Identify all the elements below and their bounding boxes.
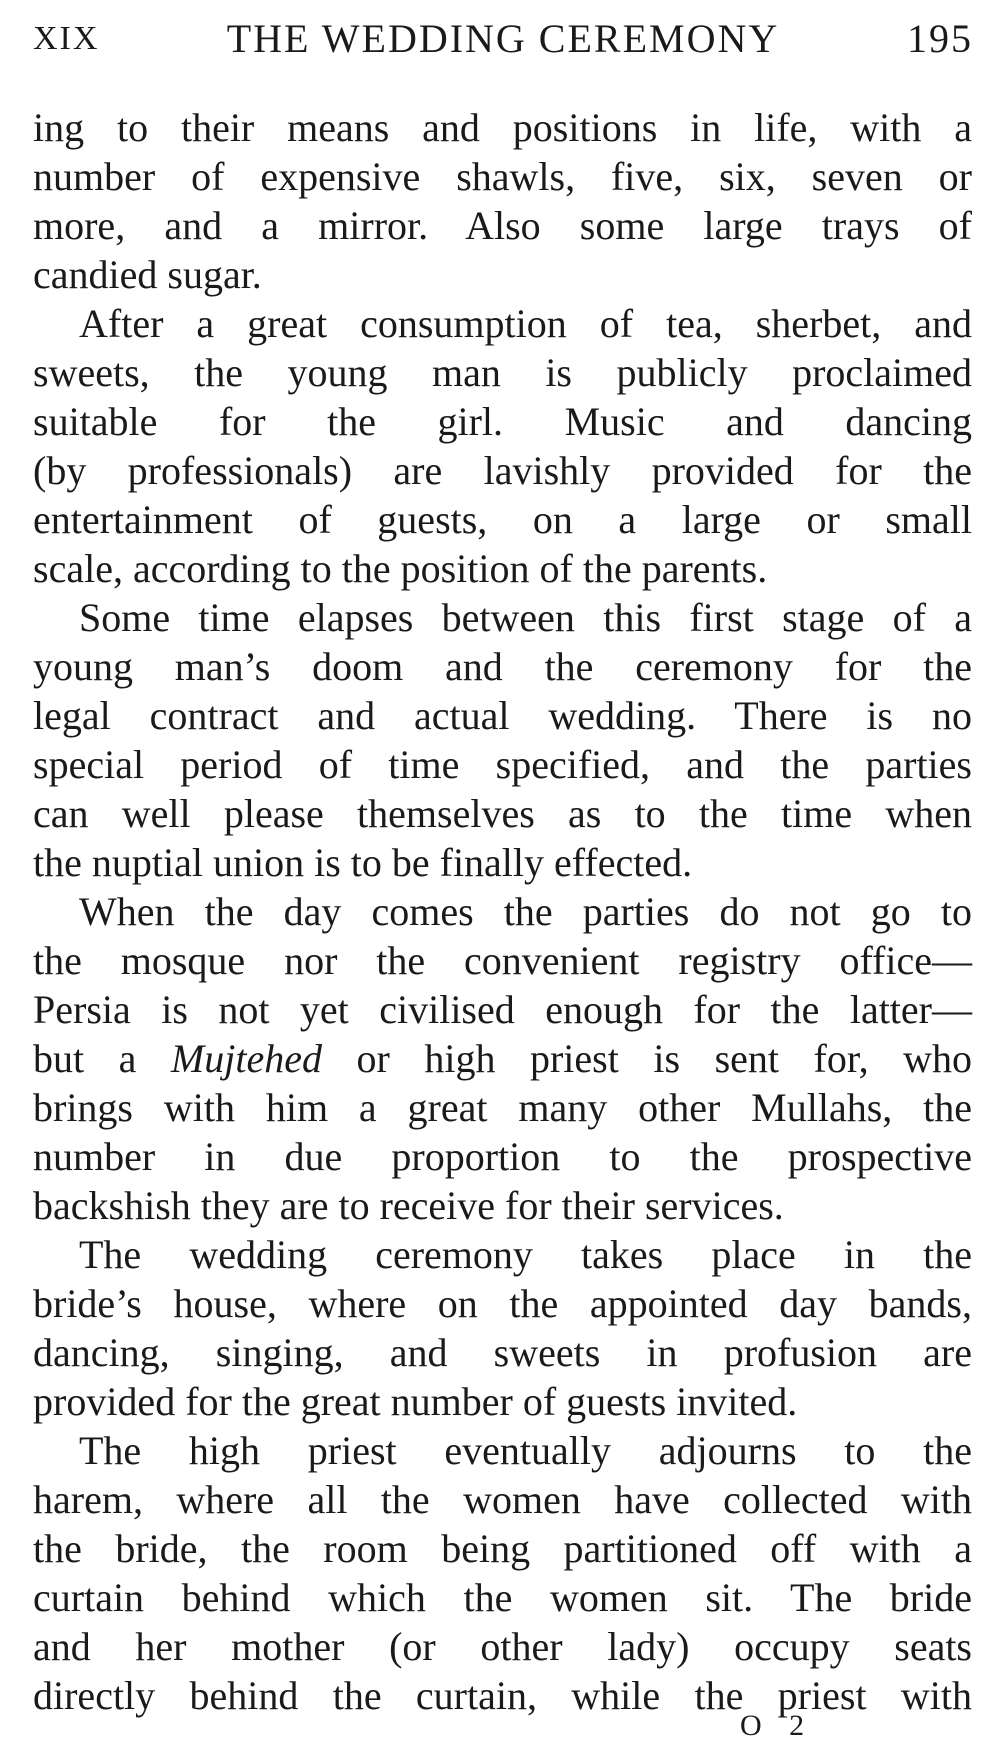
- text-line: backshish they are to receive for their services.: [33, 1183, 784, 1228]
- signature-mark: O 2: [740, 1709, 815, 1742]
- text-line: directly behind the curtain, while the priest with: [33, 1673, 972, 1718]
- text-line: curtain behind which the women sit. The bride: [33, 1575, 972, 1620]
- text-line: and her mother (or other lady) occupy seats: [33, 1624, 972, 1669]
- text-line: more, and a mirror. Also some large trays of: [33, 203, 972, 248]
- text-line: young man’s doom and the ceremony for the: [33, 644, 972, 689]
- text-line: Some time elapses between this first stage of a: [79, 595, 972, 640]
- text-line: The high priest eventually adjourns to the: [79, 1428, 972, 1473]
- text-line: candied sugar.: [33, 252, 262, 297]
- text-line: sweets, the young man is publicly proclaimed: [33, 350, 972, 395]
- text-line: number in due proportion to the prospective: [33, 1134, 972, 1179]
- text-line: ing to their means and positions in life, with a: [33, 105, 972, 150]
- text-line: When the day comes the parties do not go to: [79, 889, 972, 934]
- text-line: The wedding ceremony takes place in the: [79, 1232, 972, 1277]
- body-text: [33, 103, 972, 1720]
- text-line: harem, where all the women have collected with: [33, 1477, 972, 1522]
- text-line: suitable for the girl. Music and dancing: [33, 399, 972, 444]
- running-head: [33, 14, 973, 64]
- text-segment: or high priest is sent for, who: [321, 1036, 972, 1081]
- italic-term: Mujtehed: [170, 1036, 322, 1081]
- text-line: (by professionals) are lavishly provided for the: [33, 448, 972, 493]
- text-line: Persia is not yet civilised enough for the latter—: [33, 987, 972, 1032]
- text-line: can well please themselves as to the time when: [33, 791, 972, 836]
- text-segment: but a: [33, 1036, 171, 1081]
- text-line: the bride, the room being partitioned off with a: [33, 1526, 972, 1571]
- chapter-number: XIX: [33, 20, 100, 57]
- text-line: entertainment of guests, on a large or small: [33, 497, 972, 542]
- text-line: bride’s house, where on the appointed day bands,: [33, 1281, 972, 1326]
- text-line: number of expensive shawls, five, six, seven or: [33, 154, 972, 199]
- text-line: scale, according to the position of the parents.: [33, 546, 768, 591]
- text-line: dancing, singing, and sweets in profusion are: [33, 1330, 972, 1375]
- text-line: the nuptial union is to be finally effected.: [33, 840, 693, 885]
- text-line-with-italic: [33, 1034, 972, 1083]
- text-line: provided for the great number of guests invited.: [33, 1379, 798, 1424]
- text-line: After a great consumption of tea, sherbet, and: [79, 301, 972, 346]
- running-title: THE WEDDING CEREMONY: [226, 16, 780, 61]
- text-line: special period of time specified, and the parties: [33, 742, 972, 787]
- text-line: brings with him a great many other Mullahs, the: [33, 1085, 972, 1130]
- page-number: 195: [907, 16, 973, 61]
- text-line: the mosque nor the convenient registry office—: [33, 938, 972, 983]
- text-line: legal contract and actual wedding. There is no: [33, 693, 972, 738]
